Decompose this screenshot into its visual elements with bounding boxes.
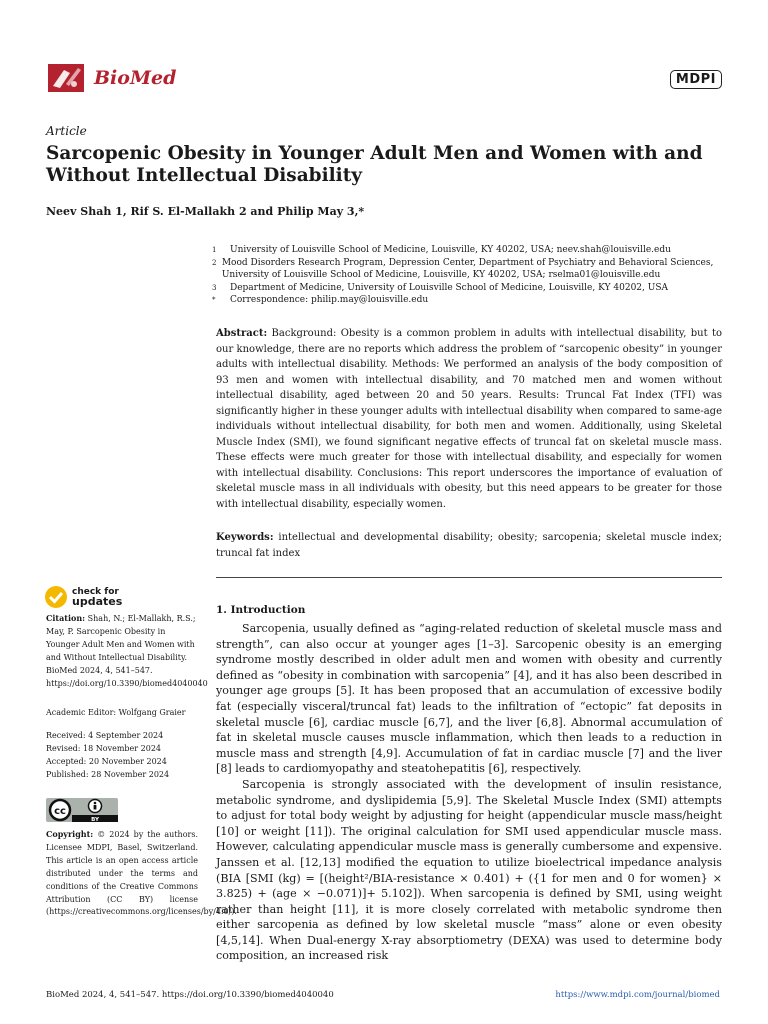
introduction-body — [216, 621, 722, 964]
copyright-text: © 2024 by the authors. Licensee MDPI, Basel, Switzerland. This article is an open access article distributed under the terms and conditions of the Creative Commons Attribution (CC BY) license (https://creativecommons.org/licenses/by/4.0/). — [46, 830, 237, 917]
journal-name: BioMed — [94, 67, 177, 89]
check-updates-icon — [44, 585, 68, 609]
affiliation-item: 2 Mood Disorders Research Program, Depression Center, Department of Psychiatry and Behavioral Sciences, University of Louisville School of Medicine, Louisville, KY 40202, USA; rselma01@louisville.edu — [212, 257, 714, 281]
check-updates-line1: check for — [72, 587, 119, 597]
affiliations — [212, 244, 732, 307]
article-type: Article — [46, 124, 87, 138]
keywords — [216, 530, 722, 561]
cc-label: cc — [54, 806, 66, 817]
keywords-text: intellectual and developmental disability; obesity; sarcopenia; skeletal muscle index; truncal fat index — [216, 532, 722, 559]
published-date: Published: 28 November 2024 — [46, 769, 170, 779]
affiliation-item: 1 University of Louisville School of Medicine, Louisville, KY 40202, USA; neev.shah@louisville.edu — [212, 245, 671, 255]
revised-date: Revised: 18 November 2024 — [46, 743, 161, 753]
dates — [46, 730, 198, 782]
check-updates-line2: updates — [72, 595, 123, 608]
copyright-label: Copyright: — [46, 829, 94, 839]
article-title: Sarcopenic Obesity in Younger Adult Men and Women with and Without Intellectual Disability — [46, 143, 703, 186]
by-label: BY — [91, 817, 99, 822]
affiliation-item: 3 Department of Medicine, University of Louisville School of Medicine, Louisville, KY 40202, USA — [212, 282, 668, 293]
received-date: Received: 4 September 2024 — [46, 731, 164, 740]
journal-url-link[interactable]: https://www.mdpi.com/journal/biomed — [555, 990, 720, 1000]
paragraph: Sarcopenia, usually defined as “aging-related reduction of skeletal muscle mass and strength”, can also occur at younger ages [1–3]. Sarcopenic obesity is an emerging syndrome mostly described in older adult men and women with obesity and currently defined as “obesity in combination with sarcopenia” [4], and it has also been described in younger age groups [5]. It has been proposed that an accumulation of excessive bodily fat (especially visceral/truncal fat) leads to the infiltration of “ectopic” fat deposits in skeletal muscle [6], cardiac muscle [6,7], and the liver [6,8]. Abnormal accumulation of fat in skeletal muscle causes muscle inflammation, which then leads to a reduction in muscle mass and strength [4,9]. Accumulation of fat in cardiac muscle [7] and the liver [8] leads to cardiomyopathy and steatohepatitis [6], respectively. — [216, 622, 722, 776]
citation-text: Shah, N.; El-Mallakh, R.S.; May, P. Sarcopenic Obesity in Younger Adult Men and Women with and Without Intellectual Disability. BioMed 2024, 4, 541–547. https://doi.org/10.3390/biomed4040040 — [46, 614, 208, 688]
abstract-text: Background: Obesity is a common problem in adults with intellectual disability, but to our knowledge, there are no reports which address the problem of “sarcopenic obesity” in younger adults with intellectual disability. Methods: We performed an analysis of the body composition of 93 men and women with intellectual disability, and 70 matched men and women without intellectual disability, aged between 20 and 50 years. Results: Truncal Fat Index (TFI) was significantly higher in these younger adults with intellectual disability when compared to same-age individuals without intellectual disability, for both men and women. Additionally, using Skeletal Muscle Index (SMI), we found significant negative effects of truncal fat on skeletal muscle mass. These effects were much greater for those with intellectual disability, and especially for women with intellectual disability. Conclusions: This report underscores the importance of evaluation of skeletal muscle mass in all individuals with obesity, but this need appears to be greater for those with intellectual disability, especially women. — [216, 328, 723, 510]
footer-citation: BioMed 2024, 4, 541–547. https://doi.org/10.3390/biomed4040040 — [46, 990, 334, 1000]
abstract-label: Abstract: — [216, 328, 268, 339]
check-for-updates-button[interactable] — [44, 585, 122, 609]
keywords-label: Keywords: — [216, 532, 274, 543]
author-list: Neev Shah 1, Rif S. El-Mallakh 2 and Philip May 3,* — [46, 205, 365, 218]
cc-by-license-badge[interactable] — [46, 798, 118, 826]
copyright — [46, 828, 237, 919]
journal-logo[interactable] — [44, 60, 176, 96]
paragraph: Sarcopenia is strongly associated with the development of insulin resistance, metabolic syndrome, and dyslipidemia [5,9]. The Skeletal Muscle Index (SMI) attempts to adjust for total body weight by adjusting for height (appendicular muscle mass/height [10] or weight [11]). The original calculation for SMI used appendicular muscle mass. However, calculating appendicular muscle mass is generally cumbersome and expensive. Janssen et al. [12,13] modified the equation to utilize bioelectrical impedance analysis (BIA [SMI (kg) = [(height²/BIA-resistance × 0.401) + ({1 for men and 0 for women} × 3.825) + (age × −0.071)]+ 5.102]). When sarcopenia is defined by SMI, using weight rather than height [11], it is more closely correlated with metabolic syndrome then either sarcopenia as defined by low skeletal muscle “mass” alone or even obesity [4,5,14]. When Dual-energy X-ray absorptiometry (DEXA) was used to determine body composition, an increased risk — [216, 777, 722, 963]
citation-label: Citation: — [46, 613, 86, 623]
divider — [216, 577, 722, 578]
journal-logo-icon — [44, 60, 88, 96]
abstract — [216, 326, 722, 512]
citation — [46, 612, 208, 690]
accepted-date: Accepted: 20 November 2024 — [46, 756, 167, 766]
publisher-logo[interactable]: MDPI — [670, 70, 722, 89]
section-heading-introduction: 1. Introduction — [216, 604, 306, 616]
correspondence: * Correspondence: philip.may@louisville.edu — [212, 295, 429, 306]
academic-editor: Academic Editor: Wolfgang Graier — [46, 708, 186, 717]
